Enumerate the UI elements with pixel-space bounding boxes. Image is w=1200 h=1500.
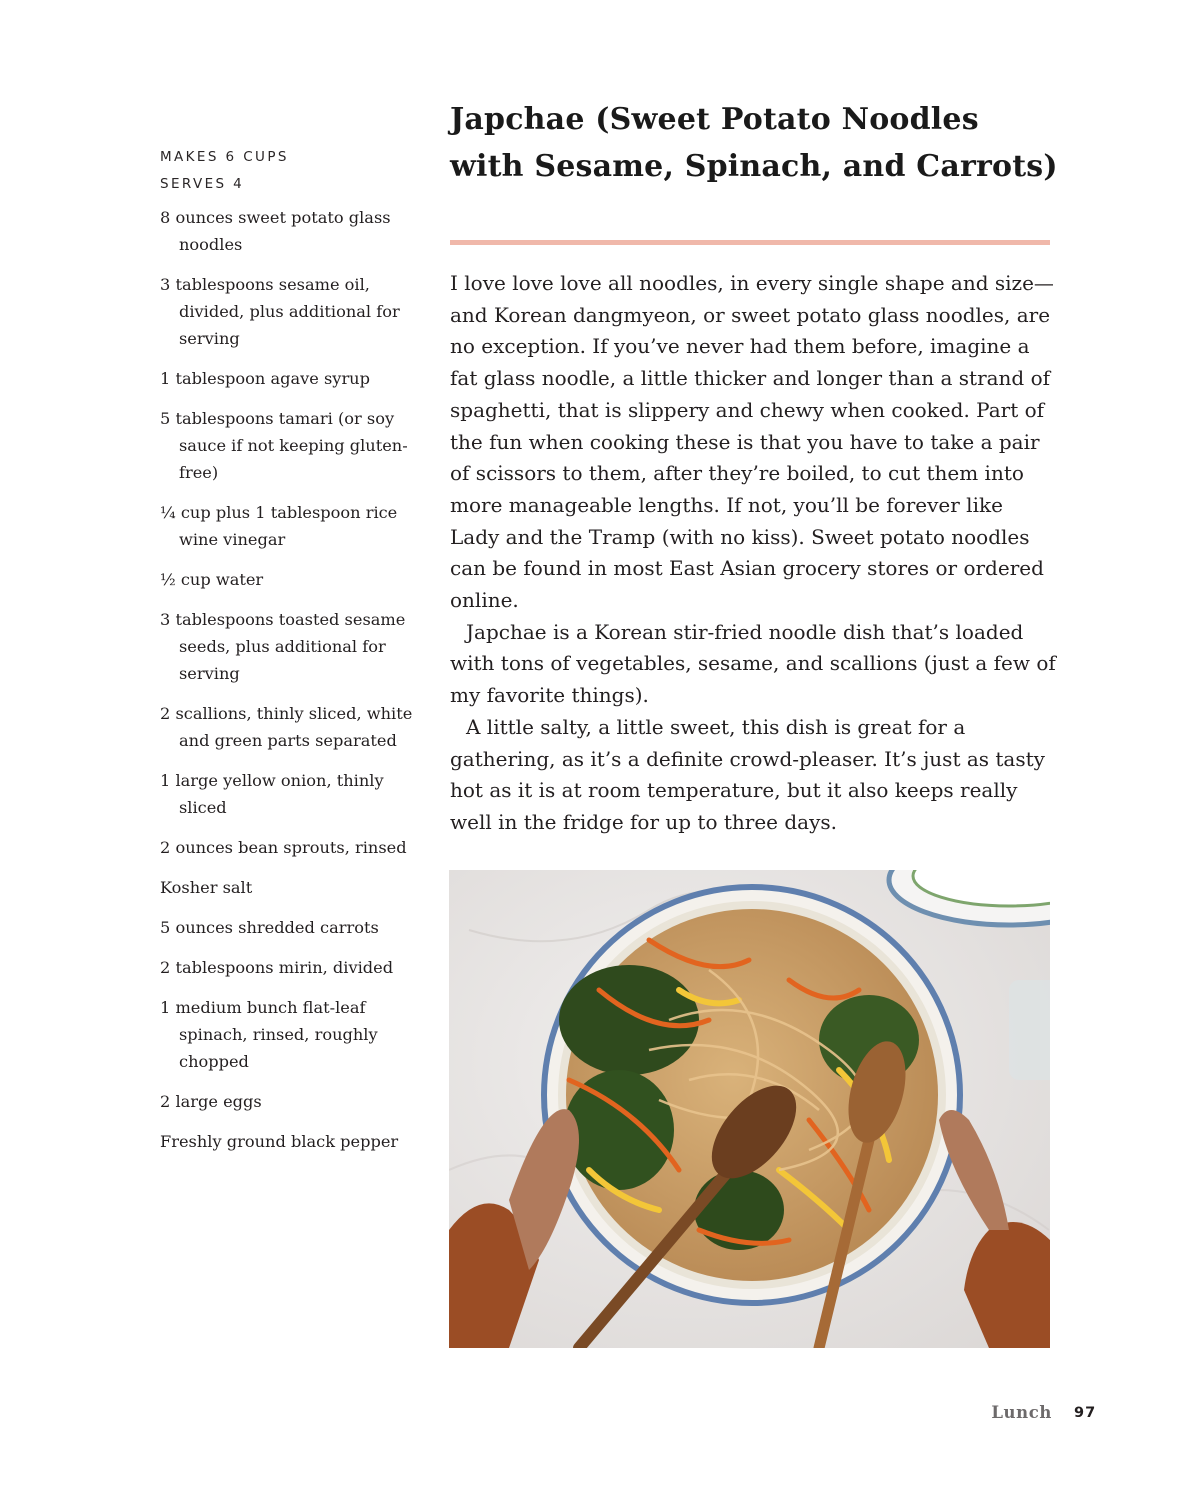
ingredient-item: ¼ cup plus 1 tablespoon rice wine vinegar [160,503,398,549]
ingredient-item: 3 tablespoons toasted sesame seeds, plus additional for serving [160,610,406,683]
ingredient-item: 3 tablespoons sesame oil, divided, plus additional for serving [160,275,400,348]
intro-paragraph: A little salty, a little sweet, this dish is great for a gathering, as it’s a definite crowd-pleaser. It’s just as tasty hot as it is at room temperature, but it also keeps really well in the fridge for up to three days. [450,714,1045,834]
ingredient-list [160,204,422,1168]
title-rule [450,240,1050,245]
recipe-yield [160,144,420,198]
recipe-intro [450,268,1056,839]
ingredient-item: 2 ounces bean sprouts, rinsed [160,838,407,857]
page-number: 97 [1074,1405,1097,1421]
dish-photo-illustration [449,870,1050,1348]
ingredient-item: Freshly ground black pepper [160,1132,399,1151]
recipe-title: Japchae (Sweet Potato Noodles with Sesame, Spinach, and Carrots) [450,102,1058,184]
yield-serves: SERVES 4 [160,176,245,192]
ingredient-item: 2 scallions, thinly sliced, white and green parts separated [160,704,413,750]
ingredient-item: 5 ounces shredded carrots [160,918,379,937]
ingredient-item: 2 tablespoons mirin, divided [160,958,394,977]
ingredient-item: 8 ounces sweet potato glass noodles [160,208,391,254]
ingredient-item: 1 large yellow onion, thinly sliced [160,771,384,817]
ingredient-item: ½ cup water [160,570,264,589]
ingredient-item: Kosher salt [160,878,253,897]
intro-paragraph: I love love love all noodles, in every single shape and size—and Korean dangmyeon, or sweet potato glass noodles, are no exception. If you’ve never had them before, imagine a fat glass noodle, a little thicker and longer than a strand of spaghetti, that is slippery and chewy when cooked. Part of the fun when cooking these is that you have to take a pair of scissors to them, after they’re boiled, to cut them into more manageable lengths. If not, you’ll be forever like Lady and the Tramp (with no kiss). Sweet potato noodles can be found in most East Asian grocery stores or ordered online. [450,271,1054,613]
ingredient-item: 5 tablespoons tamari (or soy sauce if not keeping gluten-free) [160,409,408,482]
dish-photo [449,870,1050,1348]
yield-makes: MAKES 6 CUPS [160,149,289,165]
ingredient-item: 1 medium bunch flat-leaf spinach, rinsed, roughly chopped [160,998,378,1071]
intro-paragraph: Japchae is a Korean stir-fried noodle dish that’s loaded with tons of vegetables, sesame, and scallions (just a few of my favorite things). [450,619,1056,708]
ingredient-item: 2 large eggs [160,1092,262,1111]
footer-section-label: Lunch [991,1403,1052,1422]
ingredient-item: 1 tablespoon agave syrup [160,369,370,388]
